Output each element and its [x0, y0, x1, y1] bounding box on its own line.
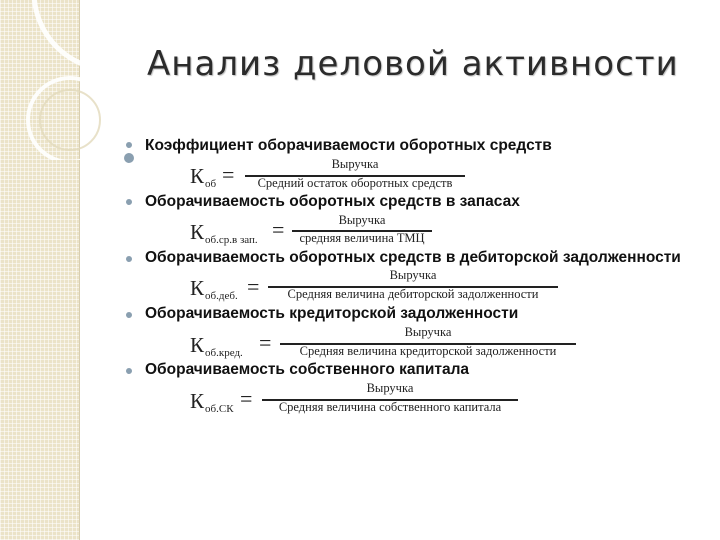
coefficient-subscript: об.СК: [205, 403, 234, 415]
equals-sign: =: [259, 330, 272, 355]
coefficient-symbol: $К_{об}$: [190, 164, 217, 190]
item-heading: Коэффициент оборачиваемости оборотных средств: [145, 137, 552, 154]
coefficient-symbol: $К_{об.СК}$: [190, 389, 234, 415]
item-heading: Оборачиваемость кредиторской задолженности: [145, 305, 519, 322]
slide-title: Анализ деловой активности: [147, 44, 679, 84]
formula-denominator: средняя величина ТМЦ: [299, 231, 425, 245]
bullet-marker: [126, 368, 132, 374]
bullet-marker: [126, 142, 132, 148]
equals-sign: =: [222, 162, 235, 187]
coefficient-symbol: $К_{об.кред.}$: [190, 333, 243, 359]
formula-numerator: Выручка: [338, 213, 386, 227]
equals-sign: =: [247, 274, 260, 299]
coefficient-subscript: об.кред.: [205, 347, 243, 359]
bullet-marker: [126, 199, 132, 205]
equals-sign: =: [272, 217, 285, 242]
coefficient-symbol: $К_{об.деб.}$: [190, 276, 238, 302]
bullet-marker-large: [124, 153, 134, 163]
equals-sign: =: [240, 386, 253, 411]
item-heading: Оборачиваемость собственного капитала: [145, 361, 470, 378]
item-heading: Оборачиваемость оборотных средств в запасах: [145, 193, 520, 210]
coefficient-subscript: об.деб.: [205, 290, 238, 302]
formula-denominator: Средний остаток оборотных средств: [257, 176, 453, 190]
formula-numerator: Выручка: [404, 325, 452, 339]
bullet-marker: [126, 256, 132, 262]
formula-denominator: Средняя величина собственного капитала: [278, 400, 502, 414]
coefficient-subscript: об.ср.в зап.: [205, 234, 258, 246]
decorative-circles: [0, 0, 140, 160]
bullet-marker: [126, 312, 132, 318]
item-heading: Оборачиваемость оборотных средств в дебиторской задолженности: [145, 249, 681, 266]
formula-denominator: Средняя величина дебиторской задолженности: [287, 287, 539, 301]
formula-numerator: Выручка: [389, 268, 437, 282]
coefficient-subscript: об: [205, 178, 217, 190]
formula-denominator: Средняя величина кредиторской задолженности: [299, 344, 557, 358]
formula-numerator: Выручка: [331, 157, 379, 171]
coefficient-symbol: $К_{об.ср.в зап.}$: [190, 220, 258, 246]
formula-numerator: Выручка: [366, 381, 414, 395]
